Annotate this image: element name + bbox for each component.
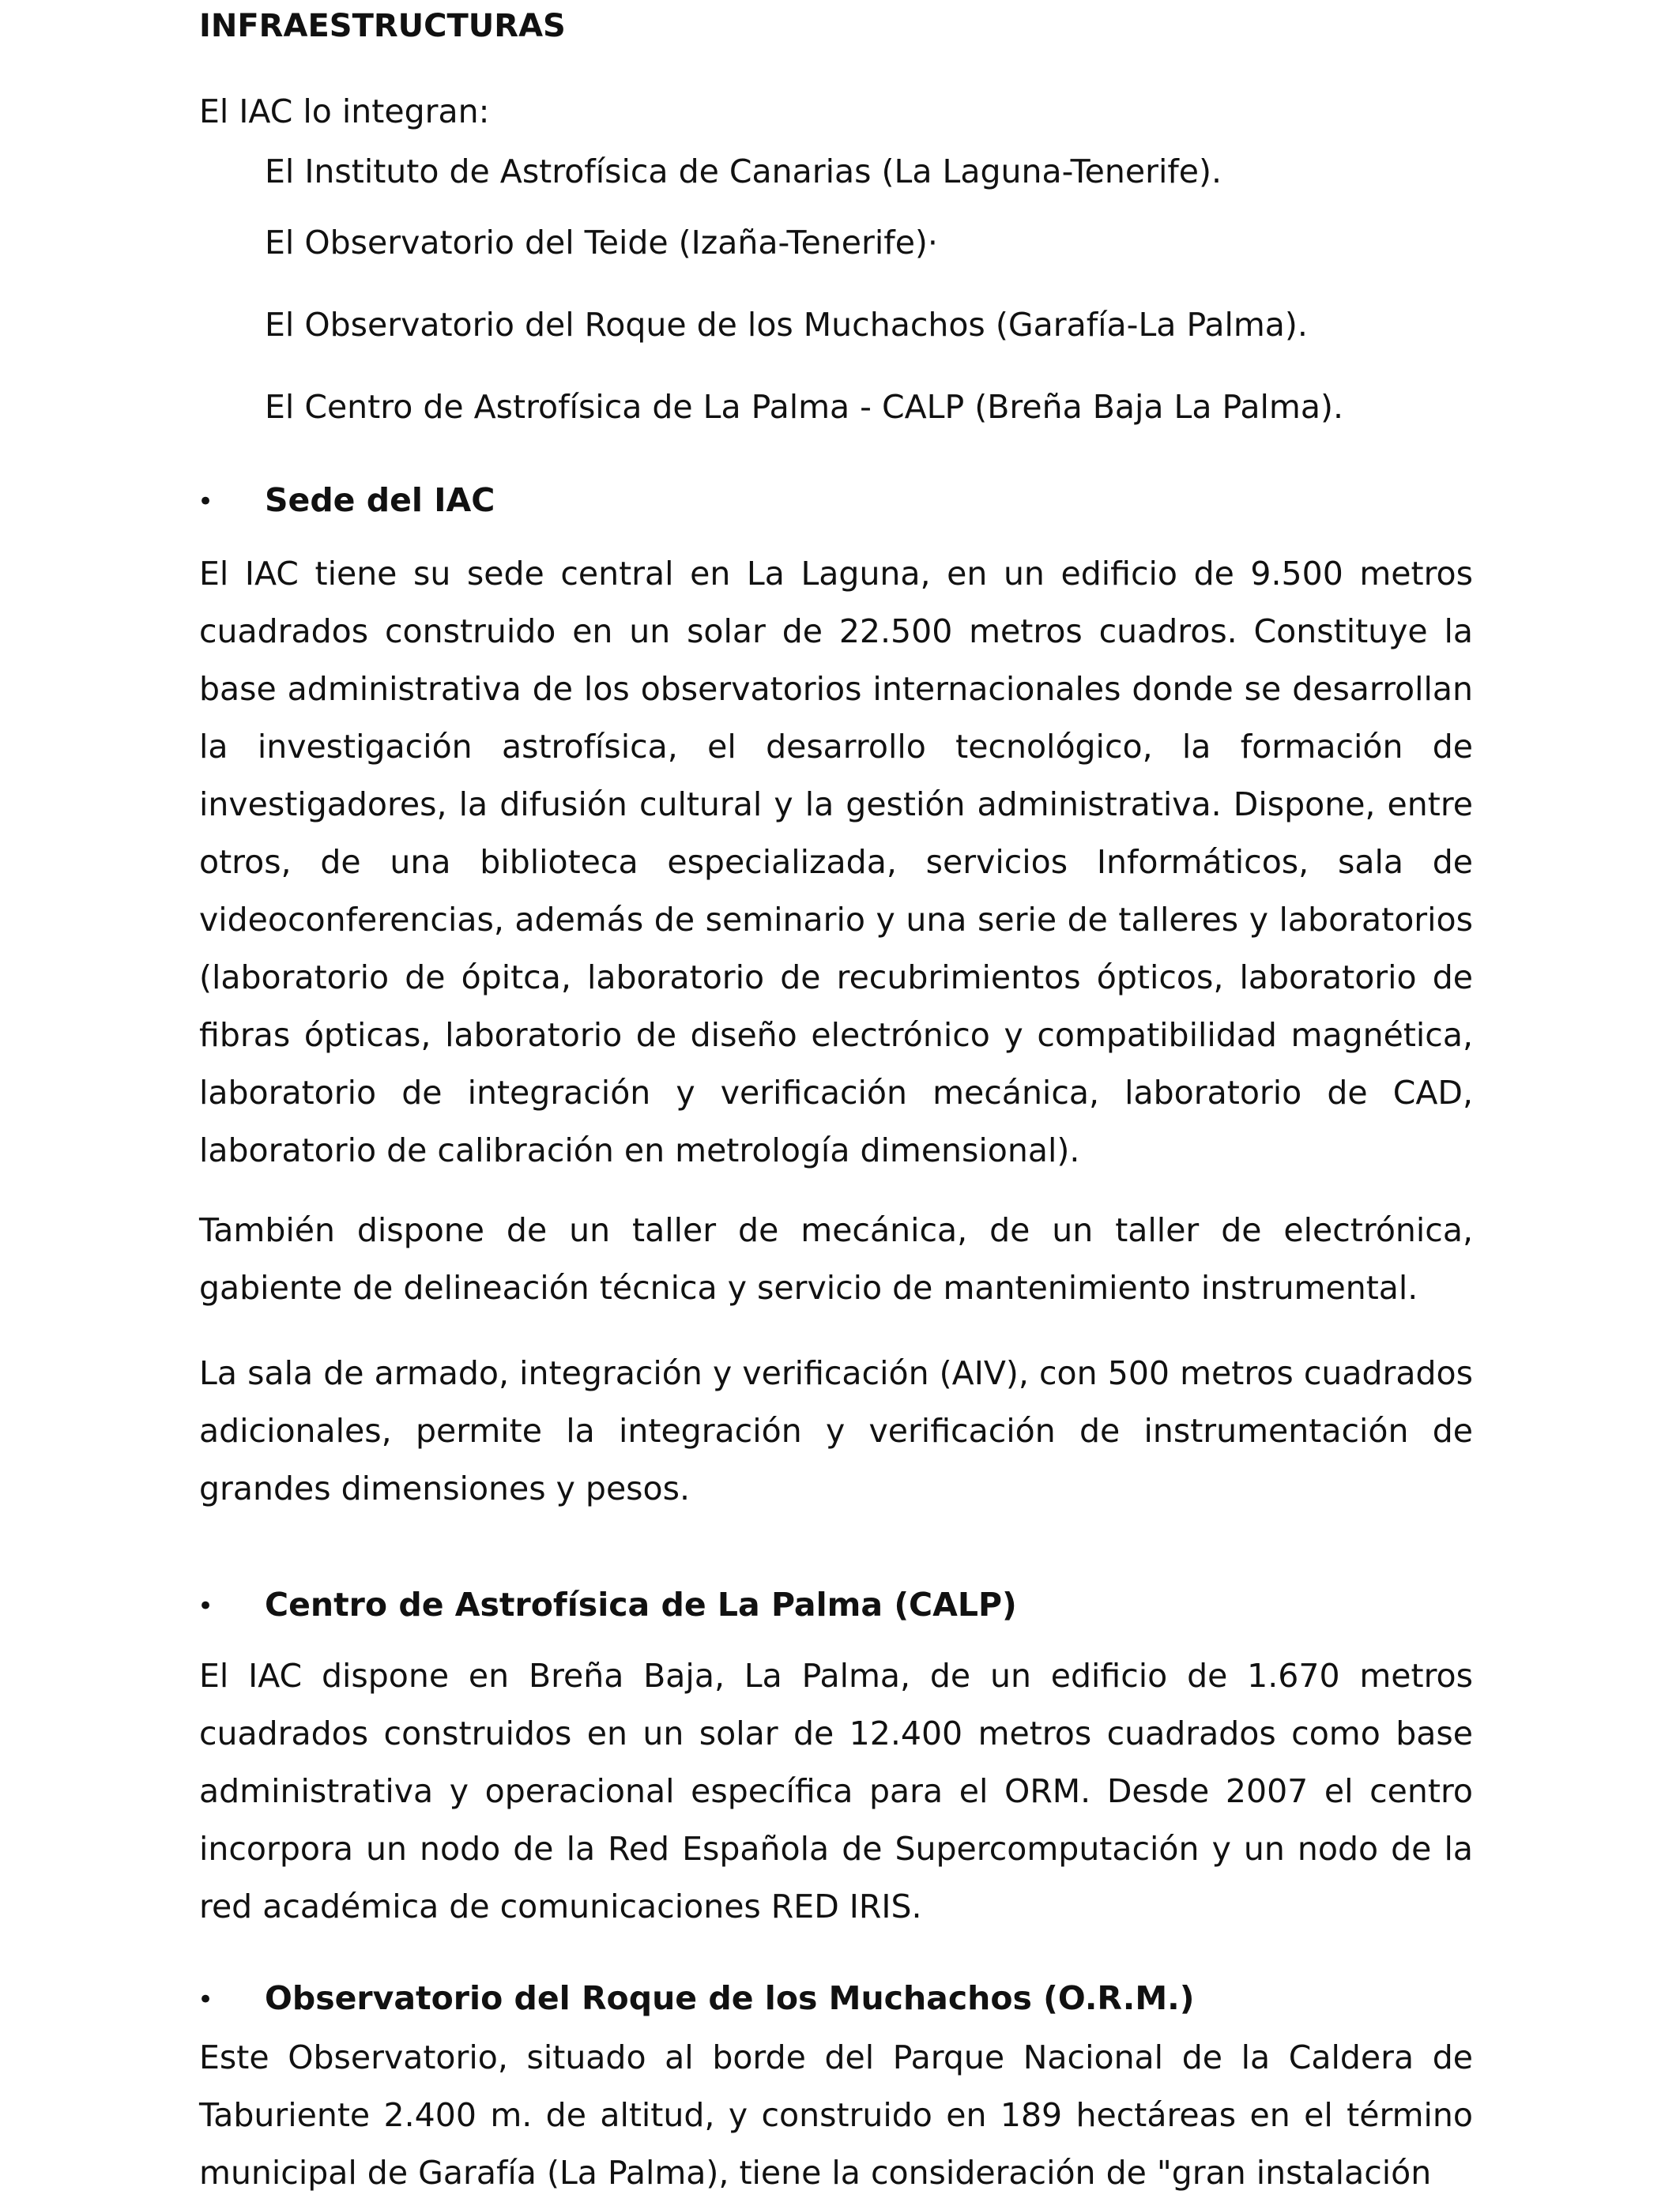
sede-paragraph-2: También dispone de un taller de mecánica, de un taller de electrónica, gabiente de delineación técnica y servicio de mantenimiento instrumental. <box>199 1211 1473 1307</box>
sede-paragraph-3: La sala de armado, integración y verificación (AIV), con 500 metros cuadrados adicionales, permite la integración y verificación de instrumentación de grandes dimensiones y pesos. <box>199 1354 1473 1508</box>
section-heading-calp: Centro de Astrofísica de La Palma (CALP) <box>265 1586 1017 1624</box>
section-heading-orm: Observatorio del Roque de los Muchachos (O.R.M.) <box>265 1979 1195 2017</box>
intro-text: El IAC lo integran: <box>199 92 490 130</box>
bullet-icon: • <box>198 486 214 518</box>
calp-paragraph: El IAC dispone en Breña Baja, La Palma, de un edificio de 1.670 metros cuadrados construidos en un solar de 12.400 metros cuadrados como base administrativa y operacional específica para el ORM. Desde 2007 el centro incorpora un nodo de la Red Española de Supercomputación y un nodo de la red académica de comunicaciones RED IRIS. <box>199 1657 1473 1925</box>
sede-paragraph-1: El IAC tiene su sede central en La Laguna, en un edificio de 9.500 metros cuadrados construido en un solar de 22.500 metros cuadros. Constituye la base administrativa de los observatorios internacionales donde se desarrollan la investigación astrofísica, el desarrollo tecnológico, la formación de investigadores, la difusión cultural y la gestión administrativa. Dispone, entre otros, de una biblioteca especializada, servicios Informáticos, sala de videoconferencias, además de seminario y una serie de talleres y laboratorios (laboratorio de ópitca, laboratorio de recubrimientos ópticos, laboratorio de fibras ópticas, laboratorio de diseño electrónico y compatibilidad magnética, laboratorio de integración y verificación mecánica, laboratorio de CAD, laboratorio de calibración en metrología dimensional). <box>199 555 1473 1169</box>
section-heading-sede: Sede del IAC <box>265 481 495 519</box>
bullet-icon: • <box>198 1984 214 2016</box>
bullet-icon: • <box>198 1590 214 1622</box>
list-item: El Centro de Astrofísica de La Palma - CALP (Breña Baja La Palma). <box>265 388 1344 426</box>
orm-paragraph: Este Observatorio, situado al borde del Parque Nacional de la Caldera de Taburiente 2.400 m. de altitud, y construido en 189 hectáreas en el término municipal de Garafía (La Palma), tiene la consideración de "gran instalación <box>199 2038 1473 2192</box>
list-item: El Observatorio del Roque de los Muchachos (Garafía-La Palma). <box>265 306 1308 344</box>
page-title: INFRAESTRUCTURAS <box>199 8 566 44</box>
list-item: El Instituto de Astrofísica de Canarias (La Laguna-Tenerife). <box>265 152 1222 190</box>
list-item: El Observatorio del Teide (Izaña-Tenerife)· <box>265 224 938 262</box>
